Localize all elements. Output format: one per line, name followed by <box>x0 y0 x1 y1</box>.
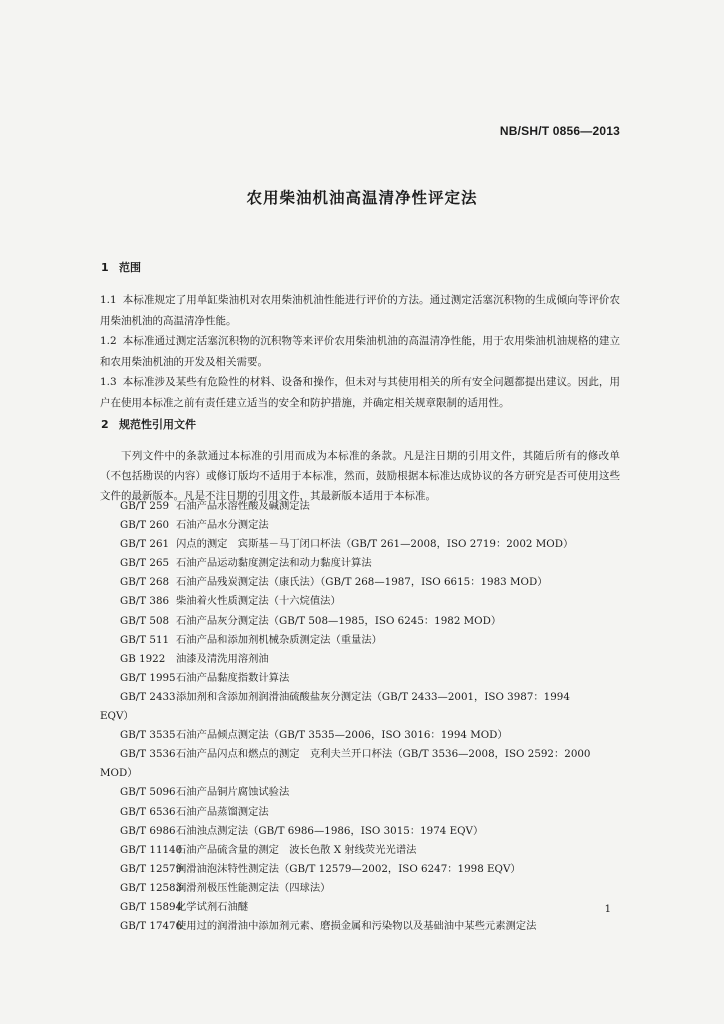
reference-item <box>100 516 624 535</box>
clause-text: 本标准规定了用单缸柴油机对农用柴油机油性能进行评价的方法。通过测定活塞沉积物的生成倾向等评价农用柴油机油的高温清净性能。 <box>100 294 620 327</box>
reference-item <box>100 650 624 669</box>
reference-continuation: MOD） <box>100 767 138 780</box>
references-intro: 下列文件中的条款通过本标准的引用而成为本标准的条款。凡是注日期的引用文件，其随后所有的修改单（不包括勘误的内容）或修订版均不适用于本标准，然而，鼓励根据本标准达成协议的各方研究是否可使用这些文件的最新版本。凡是不注日期的引用文件，其最新版本适用于本标准。 <box>100 450 620 502</box>
reference-code: GB/T 265 <box>120 557 170 570</box>
reference-title: 石油产品闪点和燃点的测定 克利夫兰开口杯法（GB/T 3536—2008，ISO 2592：2000 <box>176 748 591 761</box>
reference-title: 闪点的测定 宾斯基－马丁闭口杯法（GB/T 261—2008，ISO 2719：2002 MOD） <box>176 538 574 551</box>
section-title: 范围 <box>119 261 141 274</box>
reference-title: 石油浊点测定法（GB/T 6986—1986，ISO 3015：1974 EQV） <box>176 824 484 837</box>
reference-title: 石油产品倾点测定法（GB/T 3535—2006，ISO 3016：1994 MOD） <box>176 729 508 742</box>
reference-code: GB 1922 <box>120 652 166 665</box>
reference-title: 油漆及清洗用溶剂油 <box>176 652 269 665</box>
reference-title: 石油产品和添加剂机械杂质测定法（重量法） <box>176 633 382 646</box>
reference-item <box>100 917 624 936</box>
reference-continuation: EQV） <box>100 710 134 723</box>
reference-item <box>100 688 624 726</box>
reference-title: 石油产品蒸馏测定法 <box>176 805 269 818</box>
reference-item <box>100 860 624 879</box>
reference-code: GB/T 508 <box>120 614 170 627</box>
reference-title: 添加剂和含添加剂润滑油硫酸盐灰分测定法（GB/T 2433—2001，ISO 3987：1994 <box>176 690 570 703</box>
reference-item <box>100 841 624 860</box>
clause-number: 1.3 <box>100 376 117 388</box>
reference-item <box>100 726 624 745</box>
reference-item <box>100 554 624 573</box>
reference-item <box>100 592 624 611</box>
reference-item <box>100 879 624 898</box>
clause-1-1 <box>100 290 620 331</box>
reference-title: 使用过的润滑油中添加剂元素、磨损金属和污染物以及基础油中某些元素测定法 <box>176 920 537 933</box>
document-title: 农用柴油机油高温清净性评定法 <box>246 189 478 207</box>
reference-title: 化学试剂石油醚 <box>176 900 249 913</box>
reference-item <box>100 612 624 631</box>
reference-item <box>100 822 624 841</box>
reference-title: 石油产品水溶性酸及碱测定法 <box>176 500 310 512</box>
reference-code: GB/T 3536 <box>120 748 176 761</box>
section-2-heading <box>101 416 196 432</box>
section-number: 1 <box>101 261 109 274</box>
standard-code: NB/SH/T 0856—2013 <box>499 124 620 138</box>
reference-item <box>100 745 624 783</box>
reference-item <box>100 573 624 592</box>
clause-1-2 <box>100 331 620 372</box>
reference-code: GB/T 12579 <box>120 862 183 875</box>
reference-code: GB/T 6986 <box>120 824 176 837</box>
reference-title: 石油产品铜片腐蚀试验法 <box>176 786 290 799</box>
clause-text: 本标准通过测定活塞沉积物的沉积物等来评价农用柴油机油的高温清净性能，用于农用柴油机油规格的建立和农用柴油机油的开发及相关需要。 <box>100 335 620 368</box>
reference-code: GB/T 2433 <box>120 690 176 703</box>
reference-item <box>100 803 624 822</box>
reference-code: GB/T 11140 <box>120 843 183 856</box>
reference-title: 润滑剂极压性能测定法（四球法） <box>176 881 331 894</box>
reference-title: 柴油着火性质测定法（十六烷值法） <box>176 595 341 608</box>
clause-1-3 <box>100 372 620 413</box>
page-number: 1 <box>604 904 611 915</box>
reference-code: GB/T 259 <box>120 500 170 512</box>
reference-code: GB/T 6536 <box>120 805 176 818</box>
reference-title: 石油产品水分测定法 <box>176 519 269 532</box>
reference-item <box>100 783 624 802</box>
reference-title: 润滑油泡沫特性测定法（GB/T 12579—2002，ISO 6247：1998 EQV） <box>176 862 521 875</box>
reference-title: 石油产品黏度指数计算法 <box>176 671 290 684</box>
reference-item <box>100 497 624 516</box>
clause-text: 本标准涉及某些有危险性的材料、设备和操作，但未对与其使用相关的所有安全问题都提出建议。因此，用户在使用本标准之前有责任建立适当的安全和防护措施，并确定相关规章限制的适用性。 <box>100 376 620 409</box>
reference-code: GB/T 3535 <box>120 729 176 742</box>
clause-number: 1.1 <box>100 294 117 306</box>
section-title: 规范性引用文件 <box>119 418 196 431</box>
reference-item <box>100 535 624 554</box>
reference-item <box>100 631 624 650</box>
reference-title: 石油产品硫含量的测定 波长色散 X 射线荧光光谱法 <box>176 843 417 856</box>
reference-title: 石油产品运动黏度测定法和动力黏度计算法 <box>176 557 372 570</box>
reference-item <box>100 669 624 688</box>
reference-code: GB/T 12583 <box>120 881 183 894</box>
reference-code: GB/T 260 <box>120 519 170 532</box>
reference-code: GB/T 511 <box>120 633 170 646</box>
reference-code: GB/T 268 <box>120 576 170 589</box>
reference-item <box>100 898 624 917</box>
reference-code: GB/T 17476 <box>120 920 183 933</box>
reference-code: GB/T 5096 <box>120 786 176 799</box>
clause-number: 1.2 <box>100 335 117 347</box>
reference-code: GB/T 261 <box>120 538 170 551</box>
reference-code: GB/T 15894 <box>120 900 183 913</box>
reference-code: GB/T 386 <box>120 595 170 608</box>
section-number: 2 <box>101 418 109 431</box>
section-1-heading <box>101 259 141 275</box>
reference-list <box>100 497 624 936</box>
reference-title: 石油产品灰分测定法（GB/T 508—1985，ISO 6245：1982 MOD） <box>176 614 502 627</box>
reference-code: GB/T 1995 <box>120 671 176 684</box>
reference-title: 石油产品残炭测定法（康氏法）（GB/T 268—1987，ISO 6615：1983 MOD） <box>176 576 548 589</box>
